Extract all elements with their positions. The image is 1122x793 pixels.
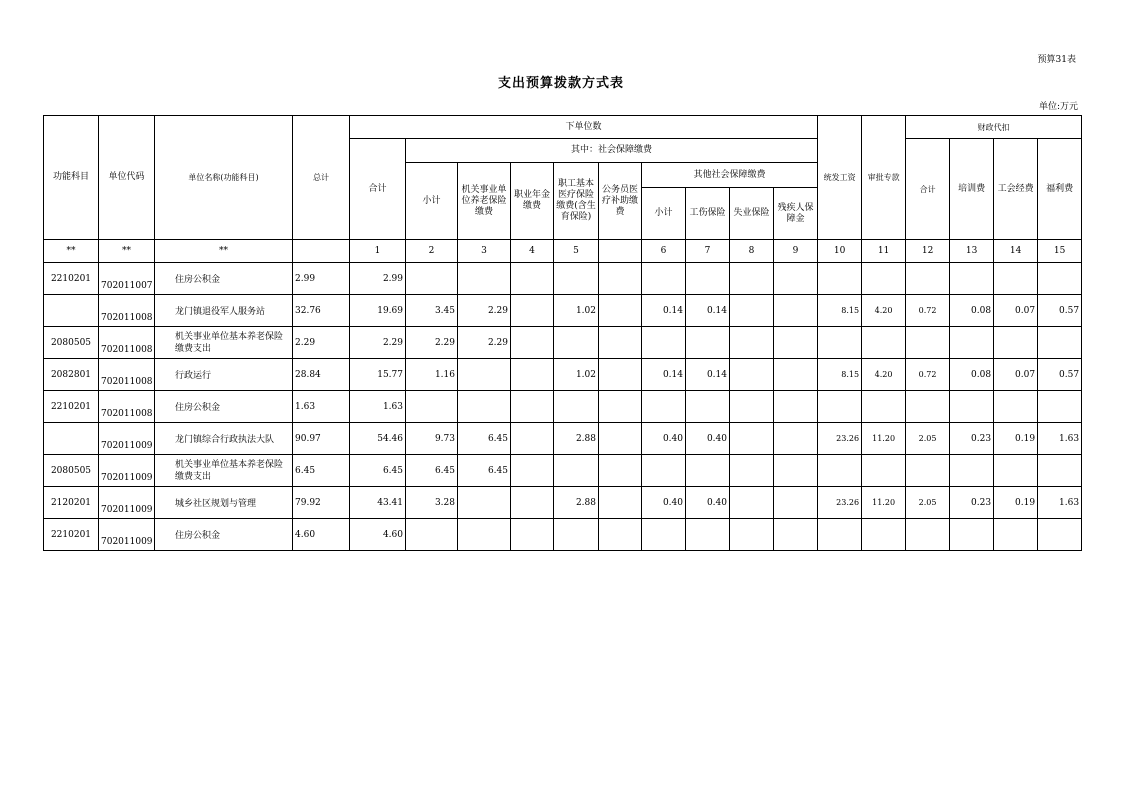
- value-cell-c5: [554, 327, 599, 359]
- func-subject-cell: 2120201: [44, 487, 99, 519]
- value-cell-c2: 3.45: [406, 295, 458, 327]
- table-row: [44, 487, 1082, 519]
- value-cell-c6: [642, 391, 686, 423]
- form-number: 预算31表: [1037, 55, 1076, 65]
- value-cell-c2: 9.73: [406, 423, 458, 455]
- value-cell-c5: [554, 263, 599, 295]
- value-cell-c14: 0.19: [994, 487, 1038, 519]
- table-row: [44, 519, 1082, 551]
- value-cell-c14: [994, 455, 1038, 487]
- value-cell-cx: [599, 519, 642, 551]
- value-cell-c8: [730, 455, 774, 487]
- value-cell-c15: [1038, 327, 1082, 359]
- index-row-cells: [44, 240, 1082, 263]
- unit-name-cell: 城乡社区规划与管理: [155, 487, 293, 519]
- value-cell-c3: 2.29: [458, 327, 511, 359]
- value-cell-c13: [950, 391, 994, 423]
- value-cell-c9: [774, 263, 818, 295]
- value-cell-cx: [599, 327, 642, 359]
- value-cell-c11: 11.20: [862, 423, 906, 455]
- value-cell-c15: [1038, 263, 1082, 295]
- value-cell-c15: 0.57: [1038, 359, 1082, 391]
- header-wages: 统发工资: [818, 116, 862, 240]
- unit-name-cell: 住房公积金: [155, 391, 293, 423]
- index-cell: 1: [350, 240, 406, 263]
- value-cell-cx: [599, 359, 642, 391]
- total-cell: 90.97: [293, 423, 350, 455]
- index-cell: [293, 240, 350, 263]
- unit-code-cell: 702011009: [99, 455, 155, 487]
- value-cell-c7: 0.40: [686, 487, 730, 519]
- header-unemployment: 失业保险: [730, 188, 774, 240]
- value-cell-c12: [906, 263, 950, 295]
- value-cell-c4: [511, 327, 554, 359]
- unit-name-cell: 住房公积金: [155, 519, 293, 551]
- header-medical: 职工基本医疗保险缴费(含生育保险): [554, 163, 599, 240]
- func-subject-cell: 2080505: [44, 455, 99, 487]
- value-cell-c9: [774, 423, 818, 455]
- index-cell: 3: [458, 240, 511, 263]
- value-cell-c10: [818, 263, 862, 295]
- value-cell-c12: [906, 455, 950, 487]
- value-cell-c8: [730, 359, 774, 391]
- value-cell-c1: 15.77: [350, 359, 406, 391]
- value-cell-c15: [1038, 391, 1082, 423]
- value-cell-c3: [458, 391, 511, 423]
- unit-label: 单位:万元: [1038, 102, 1078, 112]
- table-header: [44, 116, 1082, 240]
- value-cell-c1: 1.63: [350, 391, 406, 423]
- value-cell-c5: 2.88: [554, 423, 599, 455]
- value-cell-c6: [642, 263, 686, 295]
- value-cell-c3: [458, 263, 511, 295]
- value-cell-c6: [642, 327, 686, 359]
- value-cell-c10: 8.15: [818, 295, 862, 327]
- value-cell-c15: 0.57: [1038, 295, 1082, 327]
- index-cell: 10: [818, 240, 862, 263]
- value-cell-c5: 1.02: [554, 359, 599, 391]
- value-cell-cx: [599, 455, 642, 487]
- value-cell-c12: [906, 391, 950, 423]
- value-cell-c6: 0.14: [642, 359, 686, 391]
- header-among-social: 其中：社会保障缴费: [406, 139, 818, 163]
- value-cell-c15: 1.63: [1038, 423, 1082, 455]
- value-cell-c8: [730, 423, 774, 455]
- value-cell-c14: [994, 327, 1038, 359]
- table-row: [44, 295, 1082, 327]
- value-cell-c2: 2.29: [406, 327, 458, 359]
- value-cell-c7: 0.14: [686, 295, 730, 327]
- unit-code-cell: 702011008: [99, 295, 155, 327]
- func-subject-cell: 2080505: [44, 327, 99, 359]
- value-cell-c4: [511, 455, 554, 487]
- value-cell-c2: 1.16: [406, 359, 458, 391]
- header-injury: 工伤保险: [686, 188, 730, 240]
- value-cell-c14: 0.19: [994, 423, 1038, 455]
- value-cell-c3: [458, 359, 511, 391]
- value-cell-c11: [862, 455, 906, 487]
- value-cell-c3: 6.45: [458, 423, 511, 455]
- value-cell-c3: 6.45: [458, 455, 511, 487]
- value-cell-c8: [730, 295, 774, 327]
- index-cell: 15: [1038, 240, 1082, 263]
- header-fin-sum: 合计: [906, 139, 950, 240]
- value-cell-c7: 0.40: [686, 423, 730, 455]
- value-cell-c9: [774, 455, 818, 487]
- unit-code-cell: 702011008: [99, 327, 155, 359]
- header-total: 总计: [293, 116, 350, 240]
- index-cell: **: [44, 240, 99, 263]
- unit-name-cell: 龙门镇退役军人服务站: [155, 295, 293, 327]
- value-cell-c5: [554, 455, 599, 487]
- value-cell-c3: 2.29: [458, 295, 511, 327]
- value-cell-cx: [599, 391, 642, 423]
- unit-code-cell: 702011009: [99, 423, 155, 455]
- index-cell: 8: [730, 240, 774, 263]
- func-subject-cell: 2082801: [44, 359, 99, 391]
- value-cell-c15: [1038, 519, 1082, 551]
- value-cell-c3: [458, 487, 511, 519]
- value-cell-c4: [511, 263, 554, 295]
- value-cell-c4: [511, 423, 554, 455]
- header-pension: 机关事业单位养老保险缴费: [458, 163, 511, 240]
- value-cell-c1: 19.69: [350, 295, 406, 327]
- header-union: 工会经费: [994, 139, 1038, 240]
- index-cell: **: [99, 240, 155, 263]
- value-cell-c9: [774, 391, 818, 423]
- value-cell-c8: [730, 487, 774, 519]
- value-cell-c5: 2.88: [554, 487, 599, 519]
- value-cell-c5: 1.02: [554, 295, 599, 327]
- value-cell-c10: [818, 327, 862, 359]
- value-cell-c11: [862, 263, 906, 295]
- value-cell-c7: [686, 455, 730, 487]
- value-cell-c9: [774, 487, 818, 519]
- table-row: [44, 263, 1082, 295]
- table-row: [44, 423, 1082, 455]
- func-subject-cell: [44, 295, 99, 327]
- index-cell: [599, 240, 642, 263]
- total-cell: 79.92: [293, 487, 350, 519]
- value-cell-c1: 2.29: [350, 327, 406, 359]
- index-cell: 14: [994, 240, 1038, 263]
- value-cell-c1: 43.41: [350, 487, 406, 519]
- table-row: [44, 455, 1082, 487]
- header-finance: 财政代扣: [906, 116, 1082, 139]
- value-cell-c3: [458, 519, 511, 551]
- value-cell-c15: [1038, 455, 1082, 487]
- header-sum: 合计: [350, 139, 406, 240]
- value-cell-c4: [511, 391, 554, 423]
- value-cell-c1: 54.46: [350, 423, 406, 455]
- value-cell-c14: 0.07: [994, 359, 1038, 391]
- func-subject-cell: 2210201: [44, 519, 99, 551]
- value-cell-c9: [774, 327, 818, 359]
- unit-code-cell: 702011008: [99, 359, 155, 391]
- value-cell-cx: [599, 263, 642, 295]
- value-cell-c6: 0.14: [642, 295, 686, 327]
- value-cell-c12: 0.72: [906, 359, 950, 391]
- value-cell-c10: [818, 391, 862, 423]
- value-cell-c4: [511, 519, 554, 551]
- value-cell-c13: [950, 327, 994, 359]
- func-subject-cell: 2210201: [44, 263, 99, 295]
- unit-name-cell: 龙门镇综合行政执法大队: [155, 423, 293, 455]
- value-cell-c10: [818, 519, 862, 551]
- value-cell-c13: 0.23: [950, 423, 994, 455]
- header-func-subject: 功能科目: [44, 116, 99, 240]
- index-row: [44, 240, 1082, 263]
- header-training: 培训费: [950, 139, 994, 240]
- value-cell-c12: 2.05: [906, 487, 950, 519]
- value-cell-c11: [862, 391, 906, 423]
- value-cell-c14: [994, 519, 1038, 551]
- value-cell-c8: [730, 327, 774, 359]
- value-cell-c2: [406, 263, 458, 295]
- value-cell-c2: [406, 391, 458, 423]
- table-row: [44, 359, 1082, 391]
- value-cell-c4: [511, 295, 554, 327]
- value-cell-c12: 0.72: [906, 295, 950, 327]
- value-cell-cx: [599, 423, 642, 455]
- value-cell-c12: [906, 327, 950, 359]
- header-disabled: 残疾人保障金: [774, 188, 818, 240]
- budget-table: [43, 115, 1082, 551]
- value-cell-c15: 1.63: [1038, 487, 1082, 519]
- table-row: [44, 391, 1082, 423]
- header-unit-code: 单位代码: [99, 116, 155, 240]
- value-cell-c9: [774, 519, 818, 551]
- header-unit-name: 单位名称(功能科目): [155, 116, 293, 240]
- header-other-subtotal: 小计: [642, 188, 686, 240]
- value-cell-c10: 23.26: [818, 423, 862, 455]
- value-cell-c8: [730, 519, 774, 551]
- total-cell: 28.84: [293, 359, 350, 391]
- value-cell-c11: 11.20: [862, 487, 906, 519]
- total-cell: 32.76: [293, 295, 350, 327]
- header-other-social: 其他社会保障缴费: [642, 163, 818, 188]
- value-cell-c5: [554, 391, 599, 423]
- header-lower-units: 下单位数: [350, 116, 818, 139]
- total-cell: 4.60: [293, 519, 350, 551]
- value-cell-c11: 4.20: [862, 295, 906, 327]
- value-cell-c6: 0.40: [642, 423, 686, 455]
- func-subject-cell: 2210201: [44, 391, 99, 423]
- value-cell-c7: 0.14: [686, 359, 730, 391]
- value-cell-c13: 0.08: [950, 295, 994, 327]
- value-cell-c5: [554, 519, 599, 551]
- func-subject-cell: [44, 423, 99, 455]
- total-cell: 6.45: [293, 455, 350, 487]
- header-welfare: 福利费: [1038, 139, 1082, 240]
- page-title: 支出预算拨款方式表: [497, 76, 624, 91]
- index-cell: 13: [950, 240, 994, 263]
- total-cell: 1.63: [293, 391, 350, 423]
- value-cell-c14: [994, 391, 1038, 423]
- value-cell-c11: [862, 519, 906, 551]
- index-cell: **: [155, 240, 293, 263]
- value-cell-c10: 8.15: [818, 359, 862, 391]
- value-cell-c13: [950, 263, 994, 295]
- value-cell-c11: 4.20: [862, 359, 906, 391]
- unit-code-cell: 702011009: [99, 519, 155, 551]
- table-body: [44, 263, 1082, 551]
- value-cell-c10: 23.26: [818, 487, 862, 519]
- value-cell-c4: [511, 487, 554, 519]
- index-cell: 4: [511, 240, 554, 263]
- index-cell: 6: [642, 240, 686, 263]
- value-cell-c13: 0.23: [950, 487, 994, 519]
- value-cell-c1: 2.99: [350, 263, 406, 295]
- header-annuity: 职业年金缴费: [511, 163, 554, 240]
- value-cell-c8: [730, 391, 774, 423]
- value-cell-c1: 4.60: [350, 519, 406, 551]
- value-cell-c7: [686, 263, 730, 295]
- value-cell-cx: [599, 487, 642, 519]
- value-cell-c1: 6.45: [350, 455, 406, 487]
- value-cell-c6: 0.40: [642, 487, 686, 519]
- value-cell-c6: [642, 519, 686, 551]
- unit-name-cell: 住房公积金: [155, 263, 293, 295]
- value-cell-c13: [950, 519, 994, 551]
- unit-code-cell: 702011009: [99, 487, 155, 519]
- value-cell-c10: [818, 455, 862, 487]
- value-cell-cx: [599, 295, 642, 327]
- value-cell-c13: 0.08: [950, 359, 994, 391]
- value-cell-c14: [994, 263, 1038, 295]
- unit-name-cell: 行政运行: [155, 359, 293, 391]
- unit-code-cell: 702011008: [99, 391, 155, 423]
- unit-name-cell: 机关事业单位基本养老保险缴费支出: [155, 327, 293, 359]
- value-cell-c7: [686, 391, 730, 423]
- index-cell: 11: [862, 240, 906, 263]
- value-cell-c12: [906, 519, 950, 551]
- index-cell: 12: [906, 240, 950, 263]
- header-civil-medical: 公务员医疗补助缴费: [599, 163, 642, 240]
- total-cell: 2.99: [293, 263, 350, 295]
- index-cell: 2: [406, 240, 458, 263]
- value-cell-c2: [406, 519, 458, 551]
- value-cell-c14: 0.07: [994, 295, 1038, 327]
- total-cell: 2.29: [293, 327, 350, 359]
- value-cell-c4: [511, 359, 554, 391]
- header-special: 审批专款: [862, 116, 906, 240]
- index-cell: 5: [554, 240, 599, 263]
- table-row: [44, 327, 1082, 359]
- value-cell-c8: [730, 263, 774, 295]
- value-cell-c2: 3.28: [406, 487, 458, 519]
- value-cell-c2: 6.45: [406, 455, 458, 487]
- value-cell-c7: [686, 519, 730, 551]
- value-cell-c12: 2.05: [906, 423, 950, 455]
- value-cell-c11: [862, 327, 906, 359]
- unit-name-cell: 机关事业单位基本养老保险缴费支出: [155, 455, 293, 487]
- value-cell-c6: [642, 455, 686, 487]
- value-cell-c13: [950, 455, 994, 487]
- unit-code-cell: 702011007: [99, 263, 155, 295]
- index-cell: 9: [774, 240, 818, 263]
- value-cell-c9: [774, 295, 818, 327]
- index-cell: 7: [686, 240, 730, 263]
- value-cell-c7: [686, 327, 730, 359]
- header-subtotal: 小计: [406, 163, 458, 240]
- value-cell-c9: [774, 359, 818, 391]
